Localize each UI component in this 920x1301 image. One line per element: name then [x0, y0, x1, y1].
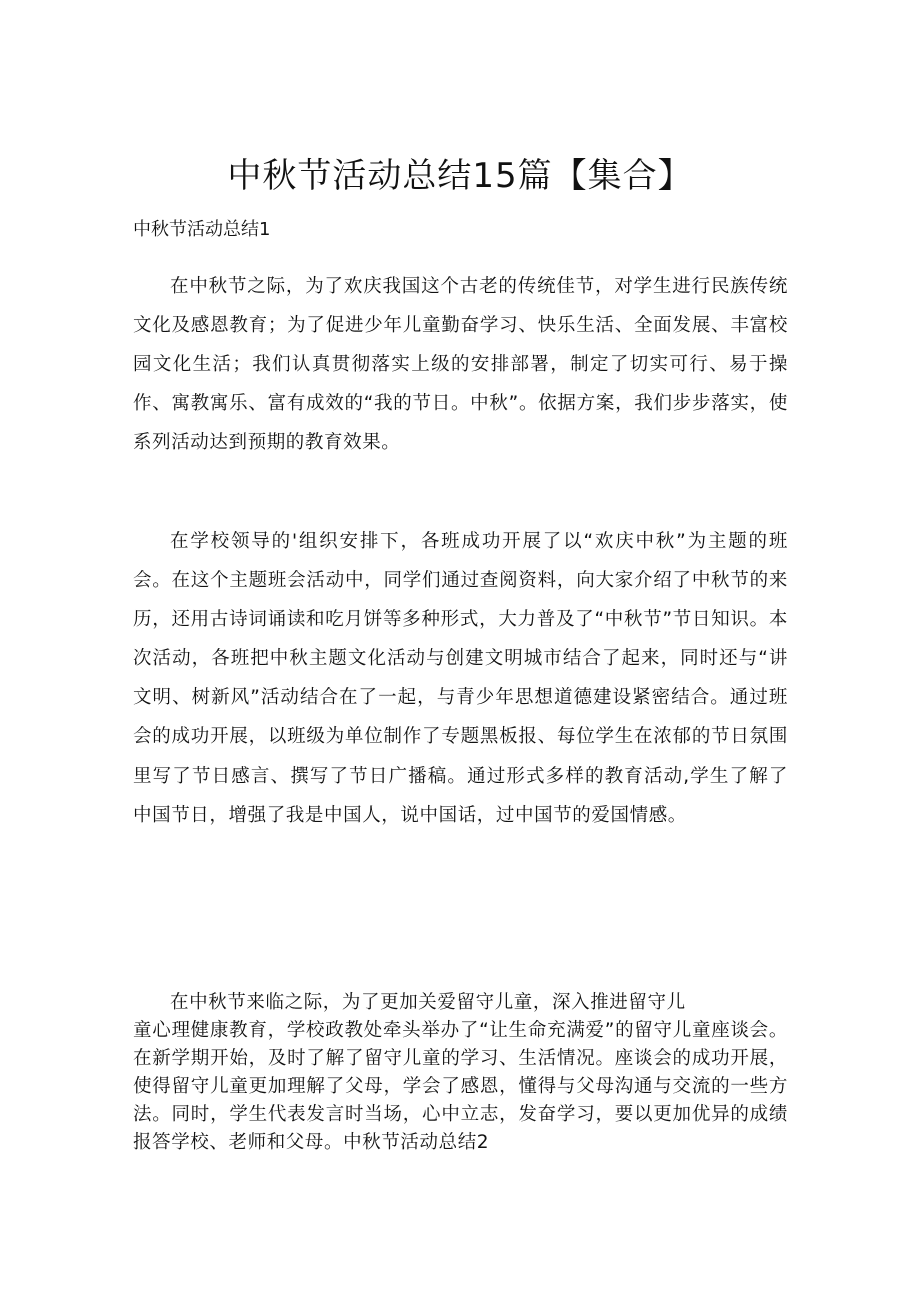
- section-heading: 中秋节活动总结1: [133, 219, 271, 240]
- document-title: 中秋节活动总结15篇【集合】: [227, 156, 693, 196]
- paragraph-left-behind-children-continued: 童心理健康教育，学校政教处牵头举办了“让生命充满爱”的留守儿童座谈会。在新学期开始，及时了解了留守儿童的学习、生活情况。座谈会的成功开展，使得留守儿童更加理解了父母，学会了感恩，懂得与父母沟通与交流的一些方法。同时，学生代表发言时当场，心中立志，发奋学习，要以更加优异的成绩报答学校、老师和父母。中秋节活动总结2: [133, 1020, 788, 1153]
- paragraph-left-behind-children-start: 在中秋节来临之际，为了更加关爱留守儿童，深入推进留守儿: [170, 992, 686, 1013]
- paragraph-intro: 在中秋节之际，为了欢庆我国这个古老的传统佳节，对学生进行民族传统文化及感恩教育；为了促进少年儿童勤奋学习、快乐生活、全面发展、丰富校园文化生活；我们认真贯彻落实上级的安排部署，制定了切实可行、易于操作、寓教寓乐、富有成效的“我的节日。中秋”。依据方案，我们步步落实，使系列活动达到预期的教育效果。: [133, 276, 788, 454]
- paragraph-class-meeting: 在学校领导的'组织安排下，各班成功开展了以“欢庆中秋”为主题的班会。在这个主题班会活动中，同学们通过查阅资料，向大家介绍了中秋节的来历，还用古诗词诵读和吃月饼等多种形式，大力普及了“中秋节”节日知识。本次活动，各班把中秋主题文化活动与创建文明城市结合了起来，同时还与“讲文明、树新风”活动结合在了一起，与青少年思想道德建设紧密结合。通过班会的成功开展，以班级为单位制作了专题黑板报、每位学生在浓郁的节日氛围里写了节日感言、撰写了节日广播稿。通过形式多样的教育活动,学生了解了中国节日，增强了我是中国人，说中国话，过中国节的爱国情感。: [133, 531, 788, 826]
